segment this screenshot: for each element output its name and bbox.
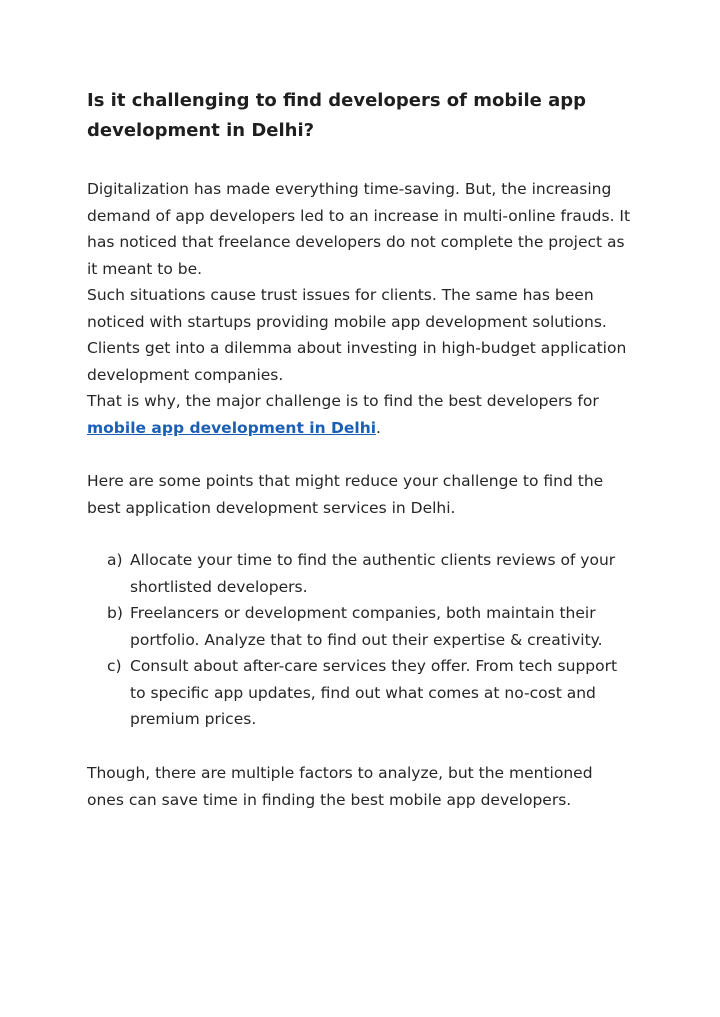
intro-section [87,176,632,441]
intro-paragraph-1: Digitalization has made everything time-saving. But, the increasing demand of app developers led to an increase in multi-online frauds. It has noticed that freelance developers do not complete the project as it meant to be. [87,180,631,278]
list-item-text: Freelancers or development companies, both maintain their portfolio. Analyze that to find out their expertise & creativity. [130,604,603,649]
intro-paragraph-3-text: That is why, the major challenge is to find the best developers for [87,392,599,410]
intro-paragraph-3 [87,388,632,441]
list-marker: b) [107,604,123,622]
intro-paragraph-2: Such situations cause trust issues for clients. The same has been noticed with startups providing mobile app development solutions. Clients get into a dilemma about investing in high-budget application development companies. [87,286,627,384]
list-marker: c) [107,657,122,675]
mobile-app-development-delhi-link[interactable]: mobile app development in Delhi [87,418,377,437]
list-marker: a) [107,551,123,569]
points-intro-paragraph: Here are some points that might reduce your challenge to find the best application development services in Delhi. [87,472,604,517]
document-title: Is it challenging to find developers of mobile app development in Delhi? [87,90,586,141]
list-item [107,600,632,653]
points-list [107,547,632,733]
list-item [107,653,632,733]
list-item-text: Consult about after-care services they offer. From tech support to specific app updates, find out what comes at no-cost and premium prices. [130,657,618,728]
intro-paragraph-3-end: . [376,418,381,437]
closing-paragraph: Though, there are multiple factors to analyze, but the mentioned ones can save time in finding the best mobile app developers. [87,764,593,809]
list-item-text: Allocate your time to find the authentic clients reviews of your shortlisted developers. [130,551,616,596]
list-item [107,547,632,600]
